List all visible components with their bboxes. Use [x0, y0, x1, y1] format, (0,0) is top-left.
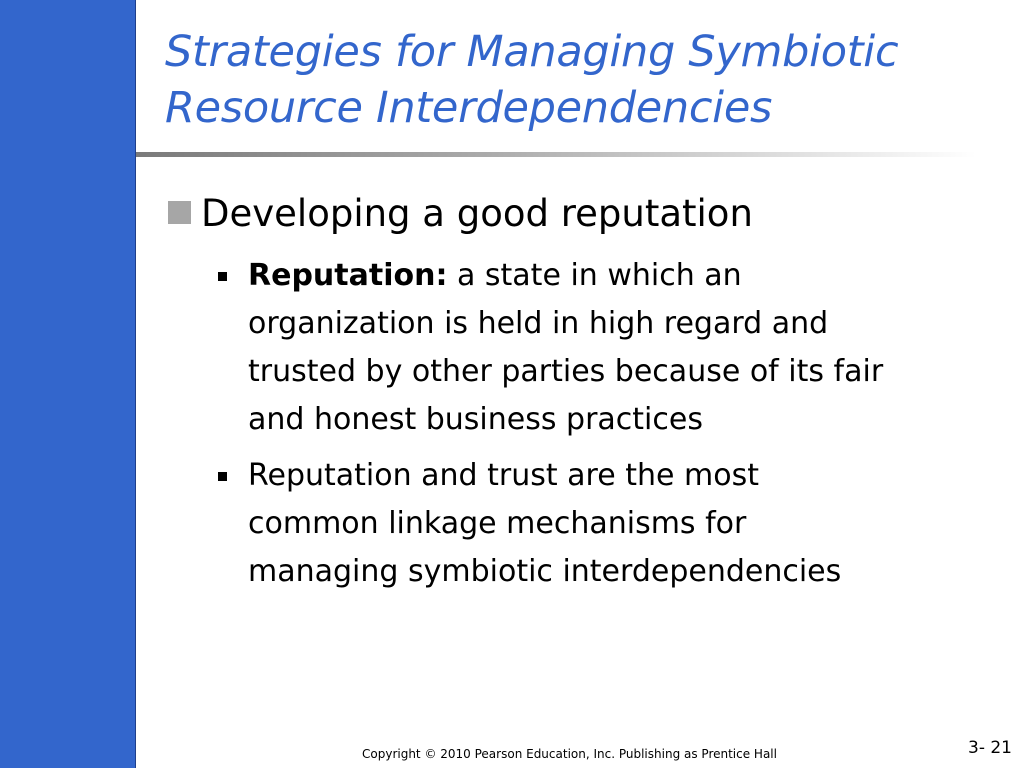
copyright-footer: Copyright © 2010 Pearson Education, Inc. Publishing as Prentice Hall [362, 747, 777, 761]
sub-bullet-line: and honest business practices [248, 402, 703, 437]
slide-title-line-1: Strategies for Managing Symbiotic [165, 27, 899, 77]
definition-text: a state in which an [447, 258, 742, 293]
slide-title [165, 24, 1005, 136]
sub-bullet-line: managing symbiotic interdependencies [248, 554, 842, 589]
square-bullet-icon [218, 472, 227, 481]
square-bullet-icon [168, 201, 191, 224]
sub-bullet-line [248, 252, 998, 300]
square-bullet-icon [218, 272, 227, 281]
sub-bullet-text [248, 252, 998, 444]
sub-bullet-text [248, 452, 998, 596]
bullet-text: Developing a good reputation [201, 192, 753, 235]
sub-bullet-line: trusted by other parties because of its fair [248, 354, 884, 389]
sub-bullet-line: common linkage mechanisms for [248, 506, 747, 541]
bullet-item [168, 190, 998, 238]
title-divider [136, 152, 976, 157]
left-accent-bar [0, 0, 136, 768]
slide-title-line-2: Resource Interdependencies [165, 83, 773, 133]
sub-bullet-line: organization is held in high regard and [248, 306, 829, 341]
slide-number: 3- 21 [968, 738, 1012, 758]
definition-term: Reputation: [248, 258, 448, 293]
sub-bullet-line: Reputation and trust are the most [248, 458, 759, 493]
